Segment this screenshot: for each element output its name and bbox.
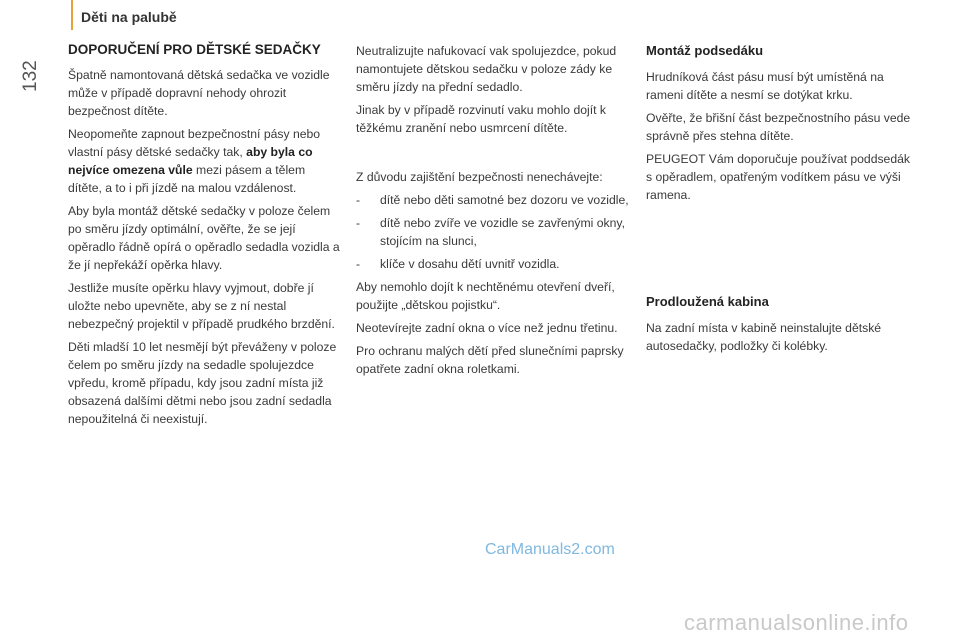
spacer — [646, 209, 918, 293]
column-middle — [356, 42, 631, 383]
emphasis-text: aby byla co nejvíce omezena vůle — [68, 145, 313, 177]
paragraph: Jestliže musíte opěrku hlavy vyjmout, dobře jí uložte nebo upevněte, aby se z ní nestal nebezpečný projektil v případě prudkého brzdění. — [68, 281, 335, 331]
paragraph: Neotevírejte zadní okna o více než jednu třetinu. — [356, 321, 618, 335]
spacer — [356, 142, 631, 168]
warning-list — [356, 191, 631, 273]
main-heading: DOPORUČENÍ PRO DĚTSKÉ SEDAČKY — [68, 42, 321, 57]
list-item: - dítě nebo zvíře ve vozidle se zavřenými okny, stojícím na slunci, — [356, 214, 631, 250]
list-item: - klíče v dosahu dětí uvnitř vozidla. — [356, 255, 631, 273]
section-title: Děti na palubě — [81, 9, 177, 25]
paragraph: Pro ochranu malých dětí před slunečními paprsky opatřete zadní okna roletkami. — [356, 344, 624, 376]
text-run: Neopomeňte zapnout bezpečnostní pásy nebo vlastní pásy dětské sedačky tak, — [68, 127, 321, 159]
list-item: - dítě nebo děti samotné bez dozoru ve vozidle, — [356, 191, 631, 209]
paragraph: Špatně namontovaná dětská sedačka ve vozidle může v případě dopravní nehody ohrozit bezpečnost dítěte. — [68, 68, 330, 118]
paragraph: Aby byla montáž dětské sedačky v poloze čelem po směru jízdy optimální, ověřte, že se její opěradlo řádně opírá o opěradlo sedadla vozidla a že jí nepřekáží opěrka hlavy. — [68, 204, 340, 272]
subheading-booster: Montáž podsedáku — [646, 43, 764, 58]
section-accent-bar — [71, 0, 73, 30]
text-run: mezi pásem a tělem dítěte, a to i při jízdě na malou vzdálenost. — [68, 163, 306, 195]
paragraph: Jinak by v případě rozvinutí vaku mohlo dojít k těžkému zranění nebo usmrcení dítěte. — [356, 103, 606, 135]
watermark-carmanualsonline: carmanualsonline.info — [684, 610, 909, 635]
page-number-container — [18, 46, 44, 96]
paragraph: Aby nemohlo dojít k nechtěnému otevření dveří, použijte „dětskou pojistku“. — [356, 280, 615, 312]
paragraph: Na zadní místa v kabině neinstalujte dětské autosedačky, podložky či kolébky. — [646, 321, 882, 353]
paragraph: PEUGEOT Vám doporučuje používat poddsedák s opěradlem, opatřeným vodítkem pásu ve výši ramena. — [646, 152, 910, 202]
paragraph: Hrudníková část pásu musí být umístěná na rameni dítěte a nesmí se dotýkat krku. — [646, 70, 884, 102]
paragraph: Ověřte, že břišní část bezpečnostního pásu vede správně přes stehna dítěte. — [646, 111, 911, 143]
paragraph: Děti mladší 10 let nesmějí být převáženy v poloze čelem po směru jízdy na sedadle spolujezdce vpředu, kromě případu, kdy jsou zadní místa již obsazená dalšími dětmi nebo jsou zadní sedadla nepoužitelná či neexistují. — [68, 340, 337, 426]
watermark-carmanuals2: CarManuals2.com — [485, 541, 615, 558]
paragraph: Neutralizujte nafukovací vak spolujezdce, pokud namontujete dětskou sedačku v poloze zády ke směru jízdy na přední sedadlo. — [356, 44, 617, 94]
subheading-extended-cab: Prodloužená kabina — [646, 294, 769, 309]
column-left — [68, 42, 340, 433]
column-right — [646, 42, 918, 360]
page-number: 132 — [20, 60, 41, 92]
paragraph-belts — [68, 125, 340, 197]
paragraph: Z důvodu zajištění bezpečnosti nenechávejte: — [356, 170, 603, 184]
